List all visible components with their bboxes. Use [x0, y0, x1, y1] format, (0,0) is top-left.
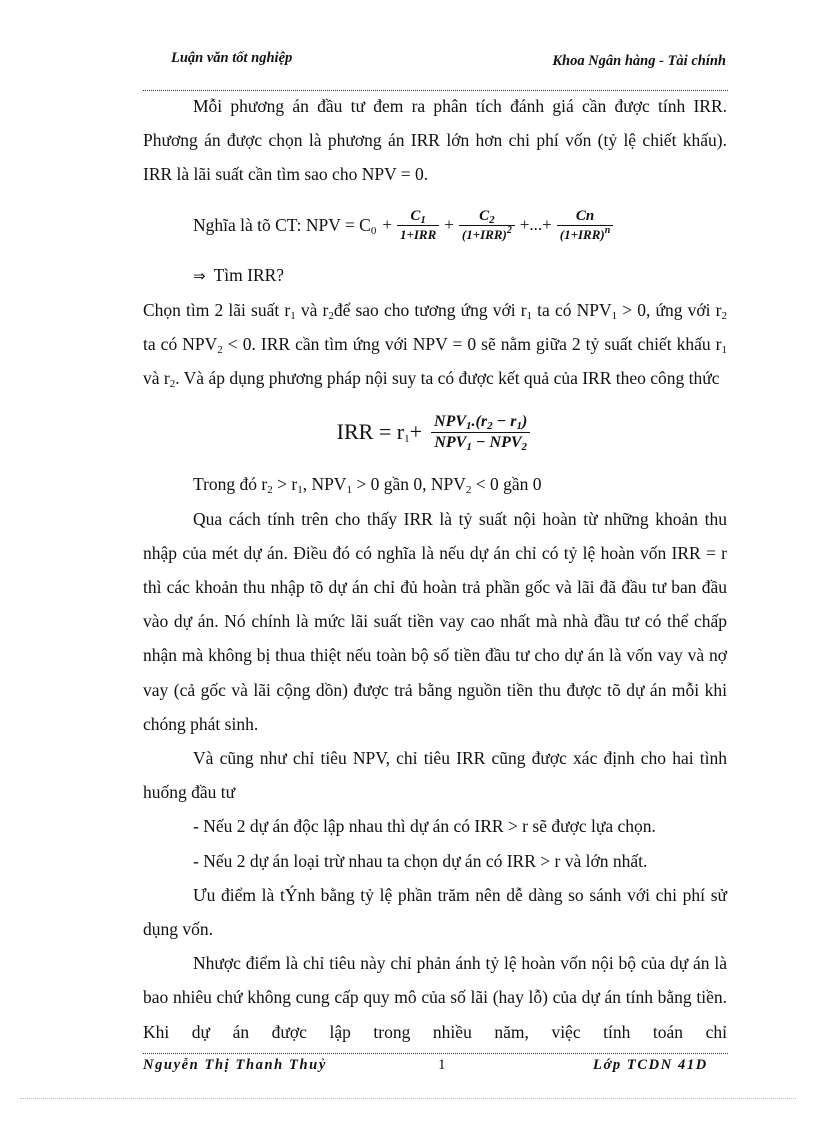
- paragraph-irr-intro: Mỗi phương án đầu tư đem ra phân tích đánh giá cần được tính IRR. Phương án được chọn là phương án IRR lớn hơn chi phí vốn (tỷ lệ chiết khấu). IRR là lãi suất cần tìm sao cho NPV = 0.: [143, 96, 727, 185]
- plus-sign: +: [444, 214, 454, 234]
- bullet-exclusive-projects: - Nếu 2 dự án loại trừ nhau ta chọn dự án có IRR > r và lớn nhất.: [193, 850, 648, 871]
- irr-formula-lead: IRR = $r_1+$: [336, 419, 423, 446]
- page-bottom-divider: [20, 1098, 796, 1099]
- paragraph-interpolation: Chọn tìm 2 lãi suất $r_1$ và $r_2để$ sao cho tương ứng với $r_1$ ta có $NPV_1 > 0$, ứng với $r_2$ ta có $NPV_2 < 0$. IRR cần tìm ứng với NPV = 0 sẽ nằm giữa 2 tỷ suất chiết khấu $r_1$ và $r_2$. Và áp dụng phương pháp nội suy ta có được kết quả của IRR theo công thức: [143, 299, 727, 391]
- body-text: [143, 89, 727, 1049]
- implies-arrow-icon: ⇒: [193, 266, 206, 285]
- footer-page-number: 1: [438, 1057, 446, 1073]
- npv-formula-lead: Nghĩa là tõ CT: NPV = $C_0$: [193, 214, 377, 237]
- ellipsis-plus: +...+: [519, 214, 552, 234]
- paragraph-advantage: Ưu điểm là tÝnh bằng tỷ lệ phần trăm nên dễ dàng so sánh với chi phí sử dụng vốn.: [143, 884, 727, 940]
- irr-formula: [143, 397, 727, 467]
- paragraph-irr-meaning: Qua cách tính trên cho thấy IRR là tỷ suất nội hoàn từ những khoản thu nhập của mét dự án. Điều đó có nghĩa là nếu dự án chỉ có tỷ lệ hoàn vốn IRR = r thì các khoản thu nhập tõ dự án chỉ đủ hoàn trả phần gốc và lãi đã đầu tư ban đầu vào dự án. Nó chính là mức lãi suất tiền vay cao nhất mà nhà đầu tư có thể chấp nhận mà không bị thua thiệt nếu toàn bộ số tiền đầu tư cho dự án là vốn vay và nợ vay (cả gốc và lãi cộng dồn) được trả bằng nguồn tiền thu được tõ dự án mỗi khi chóng phát sinh.: [143, 508, 727, 734]
- footer-divider: [143, 1053, 728, 1054]
- footer-author: Nguyễn Thị Thanh Thuỷ: [143, 1057, 327, 1073]
- fraction-term-n: $\frac{Cn}{(1+IRR)^n}$: [557, 207, 614, 243]
- npv-formula: [143, 192, 727, 258]
- header-faculty-label: Khoa Ngân hàng - Tài chính: [552, 53, 726, 69]
- irr-fraction: $\frac{NPV_1.(r_2 - r_1)}{NPV_1 - NPV_2}$: [431, 412, 530, 453]
- plus-sign: +: [382, 214, 392, 234]
- find-irr-line: ⇒ Tìm IRR?: [193, 264, 285, 285]
- paragraph-disadvantage: Nhược điểm là chỉ tiêu này chỉ phản ánh tỷ lệ hoàn vốn nội bộ của dự án là bao nhiêu chứ không cung cấp quy mô của số lãi (hay lỗ) của dự án tính bằng tiền. Khi dự án được lập trong nhiều năm, việc tính toán chỉ: [143, 953, 727, 1042]
- bullet-independent-projects: - Nếu 2 dự án độc lập nhau thì dự án có IRR > r sẽ được lựa chọn.: [193, 816, 656, 837]
- paragraph-two-cases: Và cũng như chỉ tiêu NPV, chỉ tiêu IRR cũng được xác định cho hai tình huống đầu tư: [143, 748, 727, 803]
- fraction-term-2: $\frac{C_2}{(1+IRR)^2}$: [459, 207, 515, 243]
- where-clause: Trong đó $r_2 > r_1$, $NPV_1 > 0$ gần 0, $NPV_2 < 0$ gần 0: [193, 474, 542, 497]
- header-thesis-label: Luận văn tốt nghiệp: [171, 50, 293, 66]
- fraction-term-1: $\frac{C_1}{\text{1+IRR}}$: [397, 207, 439, 243]
- footer-class: Lớp TCDN 41D: [593, 1057, 708, 1073]
